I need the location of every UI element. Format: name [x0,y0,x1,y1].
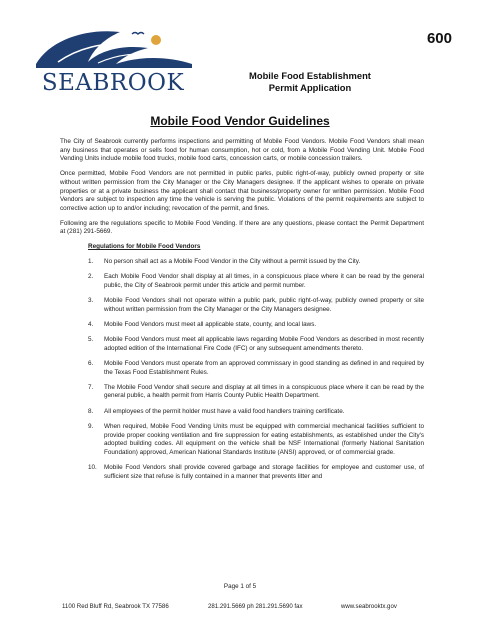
list-item: 8. All employees of the permit holder must have a valid food handlers training certificate. [88,407,345,415]
logo-wordmark: SEABROOK [41,70,185,94]
list-item: 1. No person shall act as a Mobile Food Vendor in the City without a permit issued by the City. [88,257,361,265]
regulations-list [60,258,424,482]
regulations-heading: Regulations for Mobile Food Vendors [88,243,201,251]
document-number: 600 [426,30,452,47]
seabrook-logo [28,22,198,94]
page-number: Page 1 of 5 [223,583,257,590]
footer-website[interactable]: www.seabrooktx.gov [341,603,397,610]
list-item: 2. Each Mobile Food Vendor shall display at all times, in a conspicuous place where it can be read by the general public, the City of Seabrook permit under this article and permit number. [88,272,424,289]
list-item: 7. The Mobile Food Vendor shall secure and display at all times in a conspicuous place where it can be read by the general public, a health permit from Harris County Public Health Department. [88,383,424,400]
wave-icon [36,31,192,68]
bird-icon [132,33,144,35]
page-title: Mobile Food Vendor Guidelines [150,114,330,128]
list-item: 6. Mobile Food Vendors must operate from an approved commissary in good standing as defined in and required by the Texas Food Establishment Rules. [88,359,424,376]
list-item: 3. Mobile Food Vendors shall not operate within a public park, public right-of-way, publicly owned property or site without written permission from the City Manager or the City Managers designee. [88,296,424,313]
sun-icon [151,35,161,45]
list-item: 5. Mobile Food Vendors must meet all applicable laws regarding Mobile Food Vendors as described in most recently adopted edition of the International Fire Code (IFC) or any subsequent amendments thereto. [88,335,424,352]
list-item: 9. When required, Mobile Food Vending Units must be equipped with commercial mechanical facilities sufficient to provide proper cooking ventilation and fire suppression for eating establishments, as established under the City's adopted building codes. All equipment on the vehicle shall be NSF International (formerly National Sanitation Foundation) approved, American National Standards Institute (ANSI) approved, or of commercial grade. [88,422,424,456]
intro-paragraph: The City of Seabrook currently performs inspections and permitting of Mobile Food Vendors. Mobile Food Vendors shall mean any business that operates or sells food for human consumption, hot or cold, from a Mobile Food Vending Unit. Mobile Food Vending Units include mobile food trucks, mobile food carts, concession carts, or mobile concession trailers. [60,138,424,163]
list-item: 4. Mobile Food Vendors must meet all applicable state, county, and local laws. [88,320,317,328]
document-body [60,138,424,488]
header-line-1: Mobile Food Establishment [249,70,371,81]
seabrook-logo-graphic [28,22,198,94]
header-line-2: Permit Application [268,82,352,93]
contact-paragraph: Following are the regulations specific to Mobile Food Vending. If there are any questions, please contact the Permit Department at (281) 291-5669. [60,219,424,236]
document-header-title [215,70,405,94]
footer-phone: 281.291.5669 ph 281.291.5690 fax [208,603,303,610]
list-item: 10. Mobile Food Vendors shall provide covered garbage and storage facilities for employee and customer use, of sufficient size that refuse is fully contained in a manner that prevents litter and [88,464,424,480]
permit-paragraph: Once permitted, Mobile Food Vendors are not permitted in public parks, public right-of-way, publicly owned property or site without written permission from the City Manager or the City Managers designee. If the applicant wishes to operate on private properties or at a private business the applicant shall contact that business/property owner for written permission. Mobile Food Vendors are subject to inspection any time the vehicle is serving the public. Violations of the permit requirements are subject to corrective action up to and/or including; revocation of the permit, and fines. [60,170,424,212]
footer-address: 1100 Red Bluff Rd, Seabrook TX 77586 [62,603,169,610]
